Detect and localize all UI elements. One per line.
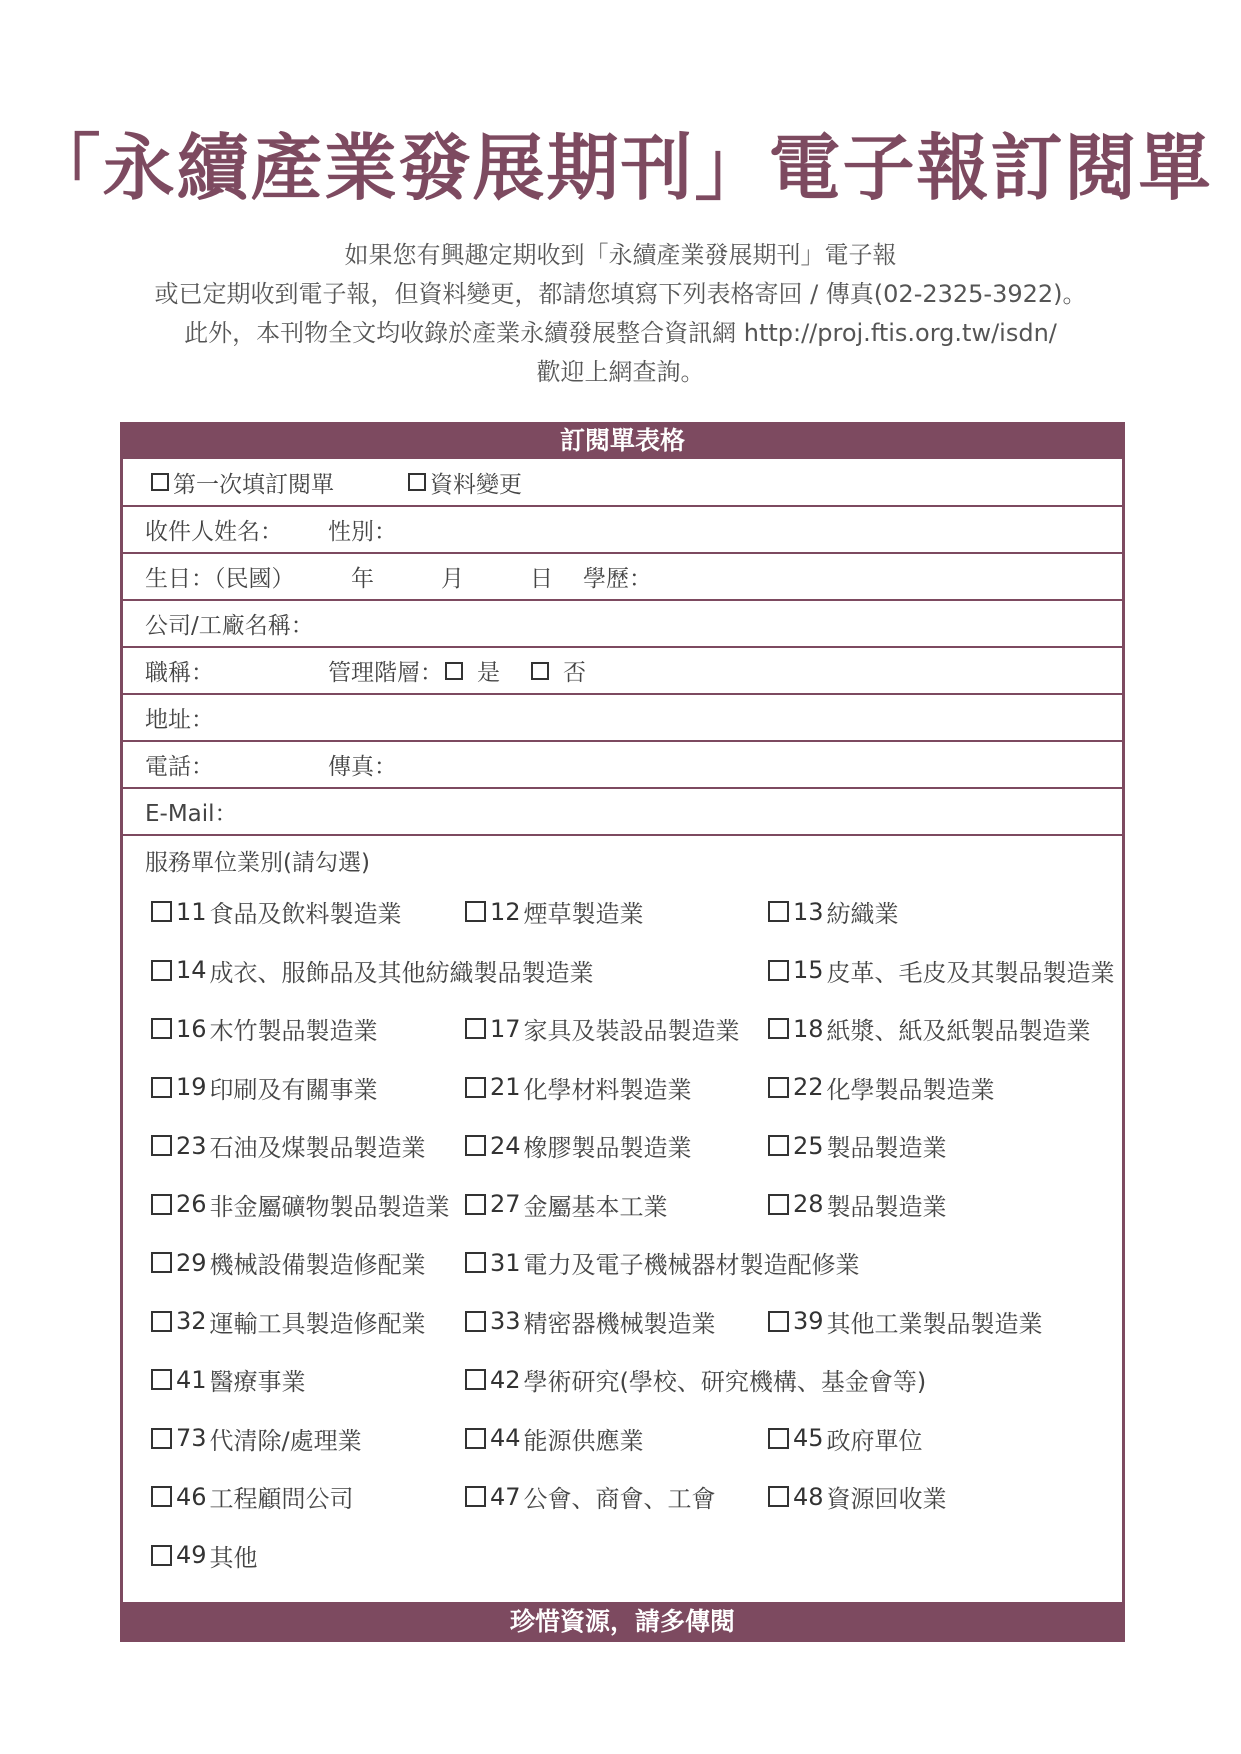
industry-code: 49 [176,1541,207,1569]
industry-checkbox[interactable] [768,1311,789,1332]
industry-option-18[interactable] [768,1011,1091,1046]
intro-line-4: 歡迎上網查詢。 [536,358,705,386]
industry-code: 47 [490,1482,521,1511]
industry-name: 政府單位 [826,1426,923,1455]
industry-code: 46 [176,1482,207,1511]
industry-option-23[interactable] [151,1128,426,1163]
phone-field[interactable]: 電話： [145,754,214,780]
industry-checkbox[interactable] [151,960,172,981]
management-label: 管理階層： [328,660,443,686]
intro-line-3: 此外，本刊物全文均收錄於產業永續發展整合資訊網 http://proj.ftis.org.tw/isdn/ [184,319,1057,347]
industry-name: 電力及電子機械器材製造配修業 [523,1251,860,1279]
industry-code: 13 [793,897,824,926]
birthday-day-label: 日 [530,566,553,592]
industry-option-29[interactable] [151,1245,426,1280]
industry-code: 29 [176,1248,207,1277]
industry-name: 公會、商會、工會 [523,1485,716,1513]
intro-line-2: 或已定期收到電子報，但資料變更，都請您填寫下列表格寄回 / 傳真(02-2325-3922)。 [154,280,1087,308]
industry-name: 化學製品製造業 [826,1075,995,1104]
industry-checkbox[interactable] [465,1369,486,1390]
management-yes-option[interactable] [445,648,500,693]
data-change-checkbox[interactable] [408,473,426,491]
industry-checkbox[interactable] [151,1369,172,1390]
form-header: 訂閱單表格 [123,422,1122,459]
subscription-type-row [123,459,1122,507]
industry-code: 31 [490,1248,521,1277]
industry-name: 木竹製品製造業 [209,1017,378,1045]
industry-checkbox[interactable] [151,1486,172,1507]
industry-name: 機械設備製造修配業 [209,1251,426,1279]
industry-name: 紙漿、紙及紙製品製造業 [826,1017,1091,1045]
industry-option-32[interactable] [151,1304,426,1339]
name-gender-row [123,507,1122,554]
industry-checkbox[interactable] [465,1486,486,1507]
industry-name: 製品製造業 [826,1134,947,1162]
education-field[interactable]: 學歷： [583,566,652,592]
industry-code: 26 [176,1190,207,1218]
first-time-option[interactable] [151,459,334,505]
industry-label: 服務單位業別(請勾選) [145,850,370,876]
industry-option-25[interactable] [768,1128,947,1163]
industry-option-48[interactable] [768,1479,947,1514]
management-no-checkbox[interactable] [531,662,549,680]
industry-code: 32 [176,1307,207,1335]
job-management-row [123,648,1122,695]
industry-option-47[interactable] [465,1479,716,1514]
industry-name: 皮革、毛皮及其製品製造業 [826,958,1115,987]
industry-code: 41 [176,1365,207,1394]
intro-line-1: 如果您有興趣定期收到「永續產業發展期刊」電子報 [344,241,897,269]
industry-name: 運輸工具製造修配業 [209,1309,426,1338]
fax-field[interactable]: 傳真： [328,754,397,780]
subscription-form [120,422,1125,1642]
industry-option-16[interactable] [151,1011,378,1046]
data-change-option[interactable] [408,459,522,505]
industry-option-26[interactable] [151,1187,450,1222]
industry-checkbox[interactable] [768,1486,789,1507]
industry-option-15[interactable] [768,953,1115,988]
industry-code: 21 [490,1073,521,1101]
email-field[interactable]: E-Mail： [145,801,238,827]
industry-checkbox[interactable] [151,901,172,922]
industry-checkbox[interactable] [465,1077,486,1098]
industry-name: 橡膠製品製造業 [523,1134,692,1162]
industry-code: 17 [490,1014,521,1043]
industry-name: 煙草製造業 [523,900,644,928]
industry-code: 27 [490,1190,521,1218]
industry-checkbox[interactable] [151,1135,172,1156]
industry-option-49[interactable] [151,1538,258,1573]
industry-code: 24 [490,1131,521,1160]
industry-option-24[interactable] [465,1128,692,1163]
industry-code: 42 [490,1365,521,1394]
industry-code: 44 [490,1424,521,1452]
industry-option-21[interactable] [465,1070,692,1105]
industry-option-22[interactable] [768,1070,995,1105]
industry-name: 能源供應業 [523,1426,644,1455]
industry-option-41[interactable] [151,1362,306,1397]
industry-name: 家具及裝設品製造業 [523,1017,740,1045]
industry-option-11[interactable] [151,894,402,929]
industry-checkbox[interactable] [768,1194,789,1215]
page-title: 「永續產業發展期刊」電子報訂閱單 [28,126,1213,210]
form-footer: 珍惜資源，請多傳閱 [123,1602,1122,1642]
industry-code: 12 [490,897,521,926]
industry-option-33[interactable] [465,1304,716,1339]
industry-name: 食品及飲料製造業 [209,900,402,928]
birthday-year-label: 年 [351,566,374,592]
industry-option-14[interactable] [151,953,594,988]
industry-checkbox[interactable] [465,1194,486,1215]
industry-code: 14 [176,956,207,984]
address-row [123,695,1122,742]
industry-checkbox[interactable] [768,1018,789,1039]
industry-option-12[interactable] [465,894,644,929]
industry-name: 製品製造業 [826,1192,947,1221]
data-change-label: 資料變更 [430,471,522,498]
industry-checkbox[interactable] [151,1018,172,1039]
industry-code: 16 [176,1014,207,1043]
birthday-education-row [123,554,1122,601]
industry-option-39[interactable] [768,1304,1043,1339]
industry-checkbox[interactable] [465,1018,486,1039]
industry-checkbox[interactable] [151,1428,172,1449]
industry-name: 化學材料製造業 [523,1075,692,1104]
first-time-checkbox[interactable] [151,473,169,491]
industry-option-45[interactable] [768,1421,923,1456]
industry-name: 金屬基本工業 [523,1192,668,1221]
company-row [123,601,1122,648]
industry-name: 其他 [209,1543,258,1572]
industry-name: 資源回收業 [826,1485,947,1513]
industry-option-44[interactable] [465,1421,644,1456]
industry-checkbox[interactable] [768,960,789,981]
industry-code: 48 [793,1482,824,1511]
industry-checkbox[interactable] [768,1428,789,1449]
industry-checkbox[interactable] [151,1311,172,1332]
industry-checkbox[interactable] [151,1252,172,1273]
industry-option-27[interactable] [465,1187,668,1222]
industry-option-28[interactable] [768,1187,947,1222]
industry-code: 18 [793,1014,824,1043]
industry-code: 28 [793,1190,824,1218]
management-yes-checkbox[interactable] [445,662,463,680]
industry-checkbox[interactable] [768,1135,789,1156]
industry-checkbox[interactable] [465,1252,486,1273]
industry-option-73[interactable] [151,1421,362,1456]
industry-option-46[interactable] [151,1479,354,1514]
industry-name: 印刷及有關事業 [209,1075,378,1104]
industry-name: 精密器機械製造業 [523,1309,716,1338]
industry-name: 工程顧問公司 [209,1485,354,1513]
industry-option-31[interactable] [465,1245,860,1280]
phone-fax-row [123,742,1122,789]
industry-checkbox[interactable] [768,901,789,922]
industry-code: 23 [176,1131,207,1160]
first-time-label: 第一次填訂閱單 [173,471,334,498]
industry-checkbox[interactable] [465,901,486,922]
industry-code: 73 [176,1424,207,1452]
industry-checkbox[interactable] [465,1311,486,1332]
industry-code: 11 [176,897,207,926]
birthday-month-label: 月 [441,566,464,592]
industry-name: 非金屬礦物製品製造業 [209,1192,450,1221]
industry-option-19[interactable] [151,1070,378,1105]
management-no-label: 否 [563,660,586,686]
industry-code: 45 [793,1424,824,1452]
birthday-field[interactable]: 生日：（民國） [145,566,295,592]
industry-option-42[interactable] [465,1362,926,1397]
industry-code: 39 [793,1307,824,1335]
recipient-name-field[interactable]: 收件人姓名： [145,519,283,545]
industry-option-17[interactable] [465,1011,740,1046]
management-yes-label: 是 [477,660,500,686]
industry-code: 22 [793,1073,824,1101]
job-title-field[interactable]: 職稱： [145,660,214,686]
industry-checkbox[interactable] [465,1135,486,1156]
industry-name: 石油及煤製品製造業 [209,1134,426,1162]
management-no-option[interactable] [531,648,586,693]
industry-name: 代清除/處理業 [209,1426,362,1455]
industry-checkbox[interactable] [151,1077,172,1098]
industry-checkbox[interactable] [465,1428,486,1449]
company-field[interactable]: 公司/工廠名稱： [145,613,314,639]
industry-checkbox[interactable] [151,1545,172,1566]
industry-name: 紡織業 [826,900,899,928]
email-row [123,789,1122,836]
industry-name: 醫療事業 [209,1368,306,1396]
industry-checkbox[interactable] [768,1077,789,1098]
industry-section [123,836,1122,1586]
intro-text [0,236,1241,392]
industry-code: 33 [490,1307,521,1335]
industry-code: 25 [793,1131,824,1160]
industry-name: 成衣、服飾品及其他紡織製品製造業 [209,958,594,987]
industry-name: 學術研究(學校、研究機構、基金會等) [523,1368,927,1396]
industry-checkbox[interactable] [151,1194,172,1215]
industry-name: 其他工業製品製造業 [826,1309,1043,1338]
gender-field[interactable]: 性別： [328,519,397,545]
industry-code: 15 [793,956,824,984]
industry-code: 19 [176,1073,207,1101]
industry-option-13[interactable] [768,894,899,929]
address-field[interactable]: 地址： [145,707,214,733]
